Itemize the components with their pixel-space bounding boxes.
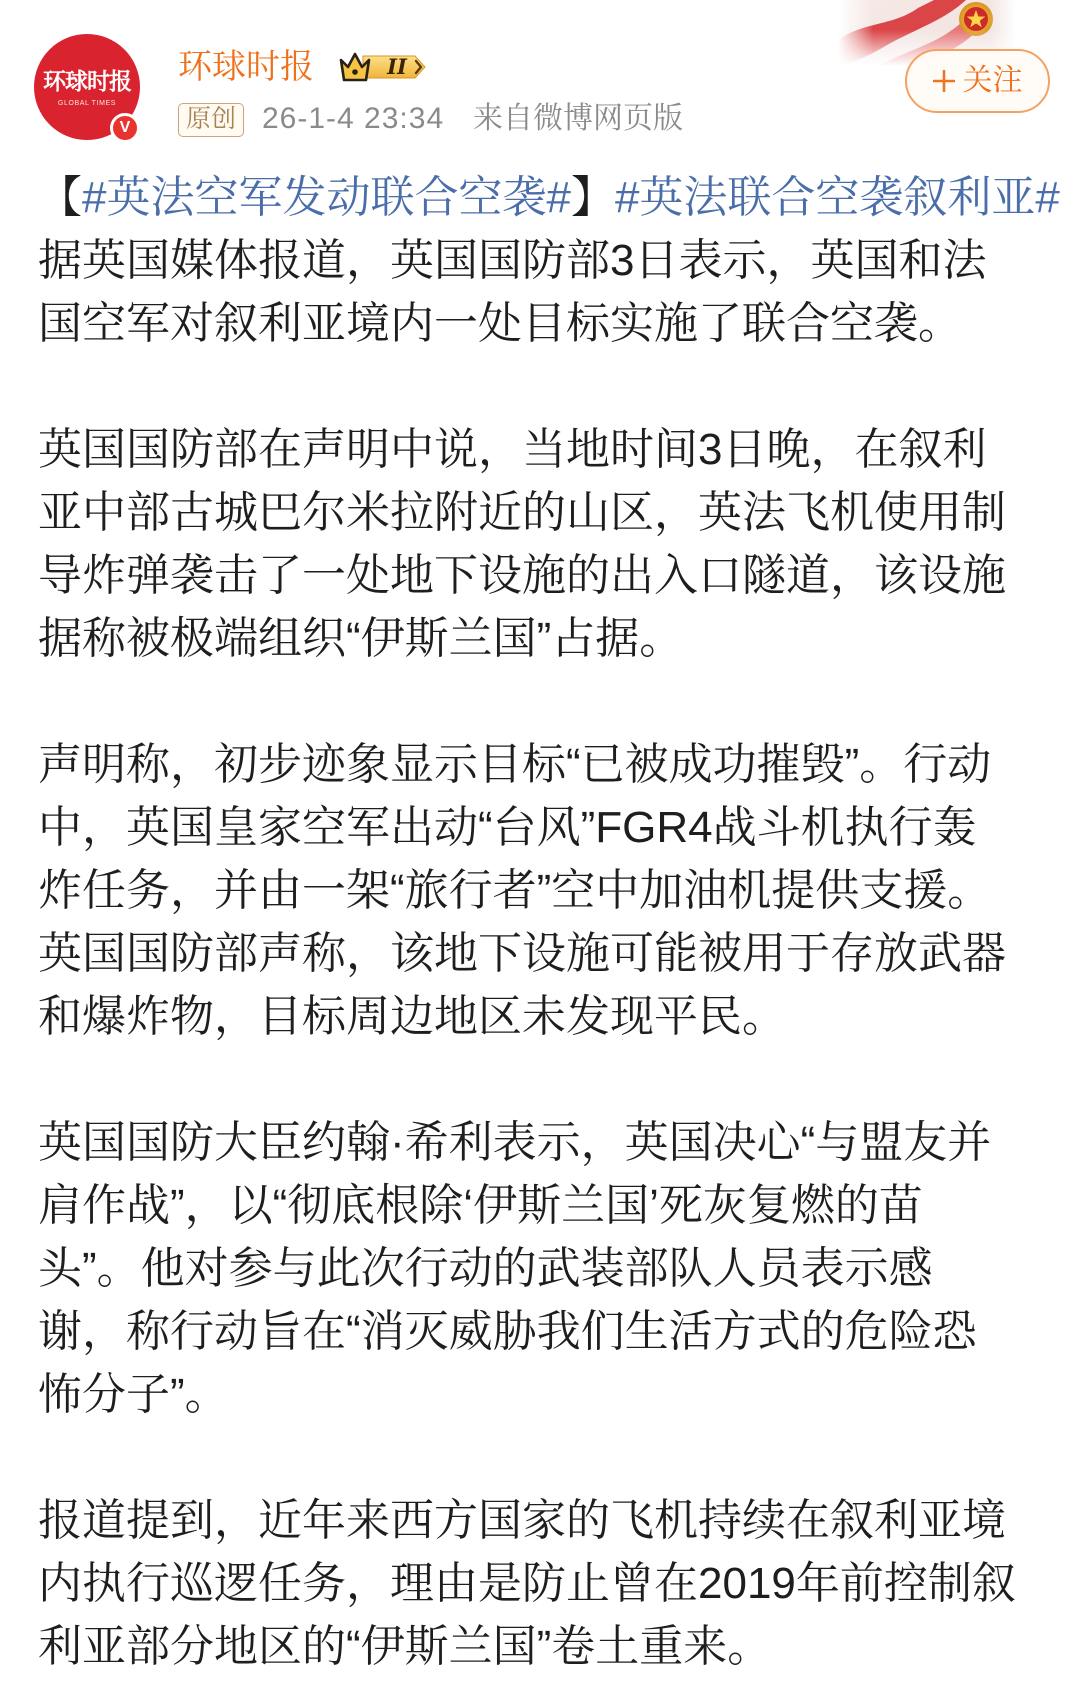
post-text-line: 头”。他对参与此次行动的武装部队人员表示感	[38, 1244, 933, 1293]
follow-button-label: 关注	[962, 64, 1023, 97]
member-badge[interactable]	[337, 49, 434, 85]
headline-open-bracket: 【	[38, 173, 82, 222]
post-text-line: 谢，称行动旨在“消灭威胁我们生活方式的危险恐	[38, 1307, 977, 1356]
post-text-line: 英国国防部在声明中说，当地时间3日晚，在叙利	[38, 425, 987, 474]
headline-close-bracket: 】	[570, 173, 615, 222]
post-paragraph	[38, 418, 1074, 670]
topic-link[interactable]: #英法联合空袭叙利亚#	[614, 173, 1060, 222]
post-paragraph	[38, 1111, 1074, 1426]
post-text-line: 怖分子”。	[38, 1370, 229, 1419]
post-text-line: 据英国媒体报道，英国国防部3日表示，英国和法	[38, 236, 987, 285]
post-paragraph	[38, 166, 1074, 355]
account-name[interactable]: 环球时报	[178, 48, 314, 86]
post-text-line: 报道提到，近年来西方国家的飞机持续在叙利亚境	[38, 1496, 1006, 1545]
post-text-line: 和爆炸物，目标周边地区未发现平民。	[38, 992, 786, 1041]
post-paragraph	[38, 733, 1074, 1048]
post-text-line: 亚中部古城巴尔米拉附近的山区，英法飞机使用制	[38, 488, 1006, 537]
post-text-line: 英国国防大臣约翰·希利表示，英国决心“与盟友并	[38, 1118, 992, 1167]
avatar-logo-text: 环球时报	[43, 68, 131, 95]
post-source: 来自微博网页版	[473, 102, 683, 135]
topic-link[interactable]: #英法空军发动联合空袭#	[82, 173, 571, 222]
member-level-label: II	[387, 54, 407, 79]
post-text-line: 内执行巡逻任务，理由是防止曾在2019年前控制叙	[38, 1559, 1016, 1608]
post-body	[38, 166, 1074, 1678]
post-paragraph	[38, 1489, 1074, 1678]
post-text-line: 国空军对叙利亚境内一处目标实施了联合空袭。	[38, 299, 962, 348]
follow-button[interactable]	[905, 49, 1050, 113]
post-text-line: 利亚部分地区的“伊斯兰国”卷土重来。	[38, 1622, 772, 1671]
post-text-line: 声明称，初步迹象显示目标“已被成功摧毁”。行动	[38, 740, 992, 789]
post-text-line: 肩作战”，以“彻底根除‘伊斯兰国’死灰复燃的苗	[38, 1181, 923, 1230]
post-text-line: 中，英国皇家空军出动“台风”FGR4战斗机执行轰	[38, 803, 977, 852]
verified-v-icon: V	[110, 113, 140, 143]
post-text-line: 英国国防部声称，该地下设施可能被用于存放武器	[38, 929, 1006, 978]
post-headline	[38, 166, 1074, 229]
post-text-line: 导炸弹袭击了一处地下设施的出入口隧道，该设施	[38, 551, 1006, 600]
plus-icon	[933, 70, 955, 92]
avatar-logo-subtext: GLOBAL TIMES	[57, 100, 117, 107]
post-text-line: 炸任务，并由一架“旅行者”空中加油机提供支援。	[38, 866, 992, 915]
post-timestamp[interactable]: 26-1-4 23:34	[262, 102, 445, 135]
post-text-line: 据称被极端组织“伊斯兰国”占据。	[38, 614, 684, 663]
original-tag: 原创	[178, 103, 244, 137]
